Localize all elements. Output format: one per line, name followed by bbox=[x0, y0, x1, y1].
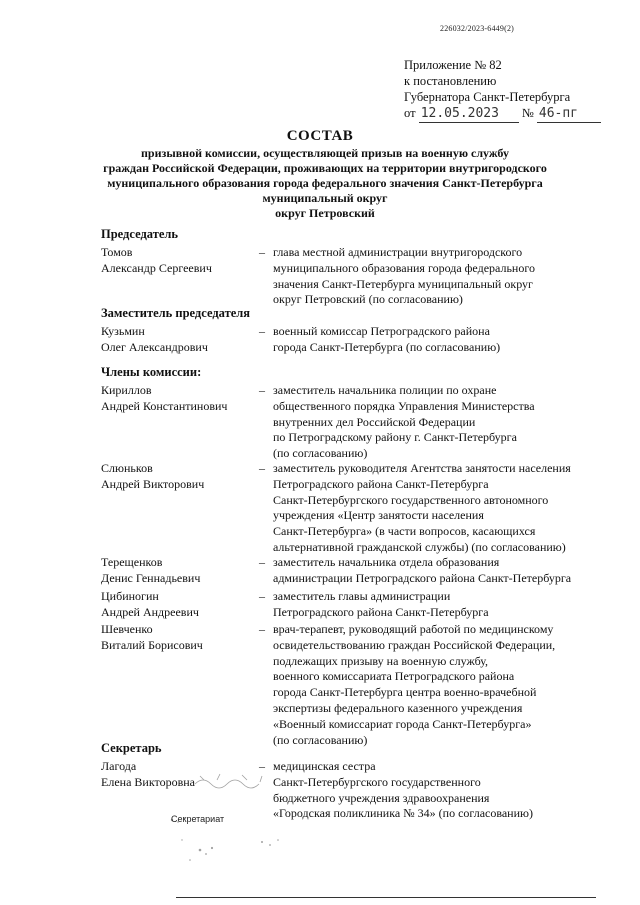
given-names: Олег Александрович bbox=[101, 339, 208, 354]
role-line: внутренних дел Российской Федерации bbox=[273, 414, 476, 429]
role-line: Санкт-Петербургского государственного автономного bbox=[273, 492, 549, 507]
dash: – bbox=[259, 759, 265, 773]
role-line: альтернативной гражданской службы) (по согласованию) bbox=[273, 539, 566, 554]
role-line: значения Санкт-Петербурга муниципальный округ bbox=[273, 276, 533, 291]
handwritten-number: 46-пг bbox=[537, 106, 601, 123]
role-line: муниципального образования города федерального bbox=[273, 260, 535, 275]
person-role bbox=[273, 759, 613, 822]
date-prefix: от bbox=[404, 106, 416, 120]
role-line: администрации Петроградского района Санкт-Петербурга bbox=[273, 570, 572, 585]
person-role bbox=[273, 589, 613, 621]
person-role bbox=[273, 383, 613, 462]
role-line: учреждения «Центр занятости населения bbox=[273, 508, 484, 523]
section-members: Члены комиссии: bbox=[101, 365, 202, 379]
person-role bbox=[273, 555, 613, 587]
role-line: военный комиссар Петроградского района bbox=[273, 324, 490, 338]
subtitle-line: призывной комиссии, осуществляющей призыв на военную службу bbox=[141, 146, 509, 160]
appendix-line-1: Приложение № 82 bbox=[404, 58, 502, 72]
role-line: освидетельствованию граждан Российской Федерации, bbox=[273, 637, 556, 652]
role-line: (по согласованию) bbox=[273, 446, 368, 461]
role-line: подлежащих призыву на военную службу, bbox=[273, 653, 489, 668]
role-line: бюджетного учреждения здравоохранения bbox=[273, 790, 490, 805]
seal-label: Секретариат bbox=[171, 814, 225, 824]
given-names: Андрей Константинович bbox=[101, 398, 228, 413]
section-chairman: Председатель bbox=[101, 227, 179, 241]
role-line: военного комиссариата Петроградского района bbox=[273, 669, 515, 684]
section-secretary: Секретарь bbox=[101, 741, 162, 755]
dash: – bbox=[259, 245, 265, 259]
role-line: Санкт-Петербургского государственного bbox=[273, 774, 481, 789]
surname: Кириллов bbox=[101, 383, 152, 397]
document-subtitle bbox=[95, 146, 555, 221]
person-role bbox=[273, 324, 613, 356]
role-line: заместитель главы администрации bbox=[273, 589, 451, 603]
role-line: Петроградского района Санкт-Петербурга bbox=[273, 476, 489, 491]
role-line: города Санкт-Петербурга (по согласованию) bbox=[273, 339, 501, 354]
role-line: Петроградского района Санкт-Петербурга bbox=[273, 604, 489, 619]
role-line: по Петроградскому району г. Санкт-Петербурга bbox=[273, 430, 517, 445]
given-names: Андрей Викторович bbox=[101, 476, 205, 491]
appendix-line-3: Губернатора Санкт-Петербурга bbox=[404, 90, 571, 104]
surname: Томов bbox=[101, 245, 133, 259]
subtitle-line: муниципальный округ bbox=[262, 191, 388, 205]
role-line: врач-терапевт, руководящий работой по медицинскому bbox=[273, 622, 554, 636]
subtitle-line: граждан Российской Федерации, проживающих на территории внутригородского bbox=[103, 161, 547, 175]
appendix-block bbox=[404, 57, 601, 123]
role-line: «Городская поликлиника № 34» (по согласованию) bbox=[273, 806, 533, 821]
document-id: 226032/2023-6449(2) bbox=[440, 24, 515, 33]
appendix-line-2: к постановлению bbox=[404, 74, 497, 88]
surname: Шевченко bbox=[101, 622, 153, 636]
role-line: заместитель начальника полиции по охране bbox=[273, 383, 497, 397]
person-name bbox=[101, 245, 261, 277]
dash: – bbox=[259, 555, 265, 569]
role-line: экспертизы федерального казенного учреждения bbox=[273, 700, 523, 715]
surname: Слюньков bbox=[101, 461, 153, 475]
person-role bbox=[273, 622, 613, 748]
person-name bbox=[101, 383, 261, 415]
given-names: Денис Геннадьевич bbox=[101, 570, 201, 585]
dash: – bbox=[259, 622, 265, 636]
role-line: общественного порядка Управления Министерства bbox=[273, 398, 535, 413]
person-name bbox=[101, 555, 261, 587]
role-line: Санкт-Петербурга» (в части вопросов, касающихся bbox=[273, 524, 536, 539]
role-line: (по согласованию) bbox=[273, 732, 368, 747]
role-line: заместитель руководителя Агентства занятости населения bbox=[273, 461, 571, 475]
person-name bbox=[101, 324, 261, 356]
given-names: Андрей Андреевич bbox=[101, 604, 199, 619]
bottom-rule bbox=[176, 897, 596, 898]
role-line: медицинская сестра bbox=[273, 759, 376, 773]
person-role bbox=[273, 245, 613, 308]
surname: Кузьмин bbox=[101, 324, 145, 338]
dash: – bbox=[259, 383, 265, 397]
appendix-date-line bbox=[404, 105, 601, 123]
dash: – bbox=[259, 589, 265, 603]
dash: – bbox=[259, 324, 265, 338]
document-title: СОСТАВ bbox=[286, 128, 354, 144]
surname: Лагода bbox=[101, 759, 137, 773]
person-name bbox=[101, 461, 261, 493]
role-line: города Санкт-Петербурга центра военно-врачебной bbox=[273, 685, 537, 700]
surname: Терещенков bbox=[101, 555, 163, 569]
subtitle-line: муниципального образования города федерального значения Санкт-Петербурга bbox=[107, 176, 543, 190]
number-prefix: № bbox=[521, 106, 534, 120]
person-name bbox=[101, 589, 261, 621]
handwritten-date: 12.05.2023 bbox=[419, 106, 519, 123]
person-role bbox=[273, 461, 613, 556]
dash: – bbox=[259, 461, 265, 475]
given-names: Елена Викторовна bbox=[101, 774, 195, 789]
role-line: заместитель начальника отдела образования bbox=[273, 555, 500, 569]
subtitle-line: округ Петровский bbox=[275, 206, 375, 220]
given-names: Александр Сергеевич bbox=[101, 260, 212, 275]
person-name bbox=[101, 622, 261, 654]
surname: Цибиногин bbox=[101, 589, 159, 603]
role-line: глава местной администрации внутригородского bbox=[273, 245, 523, 259]
stamp-mark bbox=[190, 770, 280, 792]
given-names: Виталий Борисович bbox=[101, 637, 203, 652]
role-line: «Военный комиссариат города Санкт-Петербурга» bbox=[273, 716, 532, 731]
section-deputy: Заместитель председателя bbox=[101, 306, 251, 320]
role-line: округ Петровский (по согласованию) bbox=[273, 292, 463, 307]
